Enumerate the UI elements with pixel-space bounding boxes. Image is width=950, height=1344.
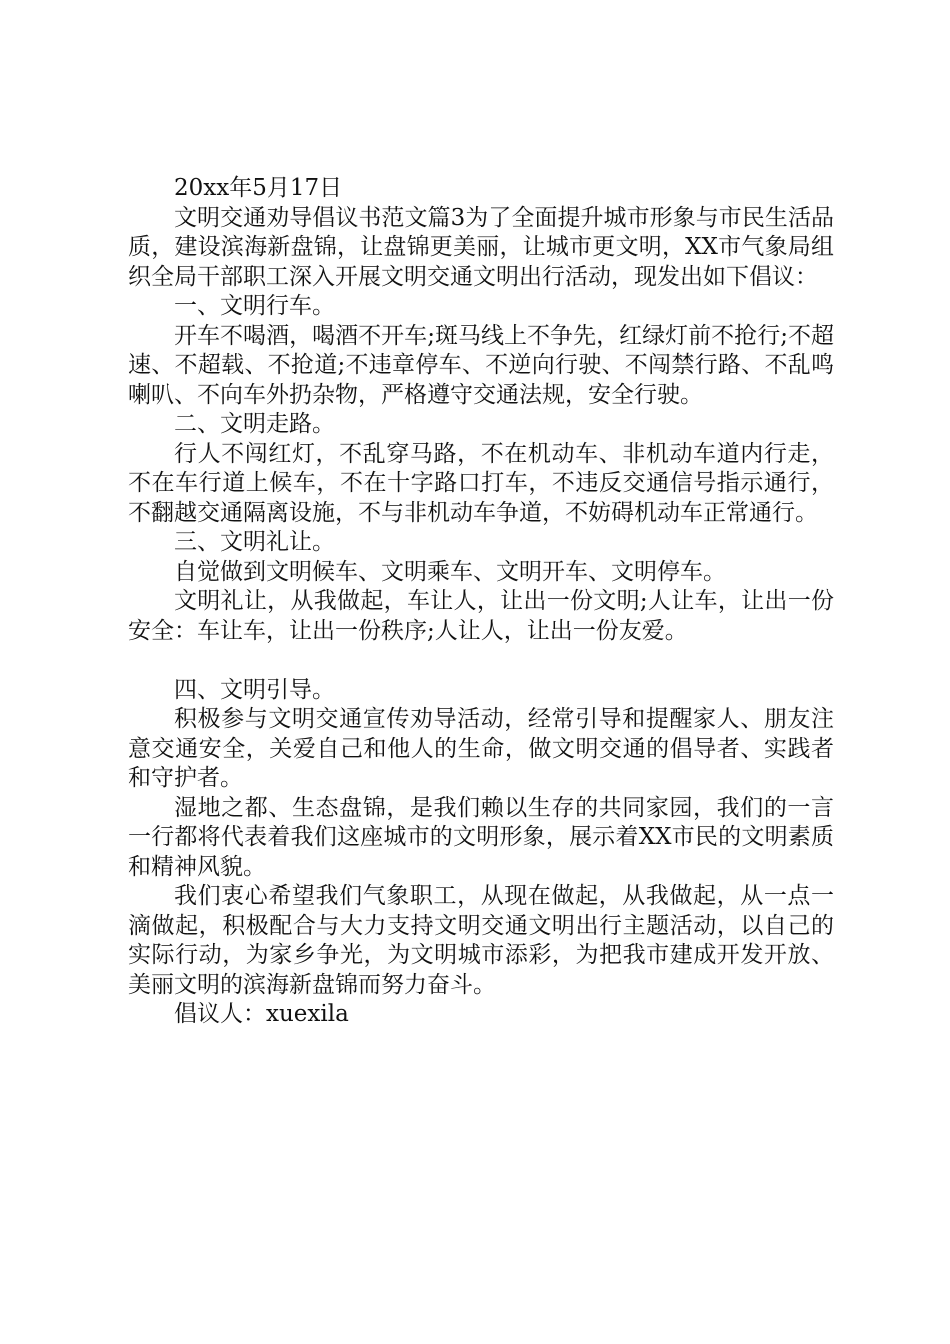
courtesy-paragraph-2: 文明礼让，从我做起，车让人，让出一份文明;人让车，让出一份安全：车让车，让出一份秩序;人让人，让出一份友爱。 [128,588,834,644]
intro-paragraph: 文明交通劝导倡议书范文篇3为了全面提升城市形象与市民生活品质，建设滨海新盘锦，让盘锦更美丽，让城市更文明，XX市气象局组织全局干部职工深入开展文明交通文明出行活动，现发出如下倡议： [128,204,834,290]
courtesy-paragraph-1: 自觉做到文明候车、文明乘车、文明开车、文明停车。 [174,558,726,585]
date-line: 20xx年5月17日 [174,175,343,201]
walking-paragraph: 行人不闯红灯，不乱穿马路，不在机动车、非机动车道内行走，不在车行道上候车，不在十字路口打车，不违反交通信号指示通行，不翻越交通隔离设施，不与非机动车争道，不妨碍机动车正常通行。 [128,440,834,526]
driving-paragraph: 开车不喝酒，喝酒不开车;斑马线上不争先，红绿灯前不抢行;不超速、不超载、不抢道;不违章停车、不逆向行驶、不闯禁行路、不乱鸣喇叭、不向车外扔杂物，严格遵守交通法规，安全行驶。 [128,322,834,408]
section-heading-courtesy: 三、文明礼让。 [174,529,335,555]
guidance-paragraph: 积极参与文明交通宣传劝导活动，经常引导和提醒家人、朋友注意交通安全，关爱自己和他人的生命，做文明交通的倡导者、实践者和守护者。 [128,706,834,791]
section-heading-driving: 一、文明行车。 [174,293,335,319]
blank-line [128,646,834,676]
appeal-paragraph: 我们衷心希望我们气象职工，从现在做起，从我做起，从一点一滴做起，积极配合与大力支持文明交通文明出行主题活动，以自己的实际行动，为家乡争光，为文明城市添彩，为把我市建成开发开放、美丽文明的滨海新盘锦而努力奋斗。 [128,883,834,998]
document-body [128,174,834,1030]
section-heading-guidance: 四、文明引导。 [174,676,335,703]
homeland-paragraph: 湿地之都、生态盘锦，是我们赖以生存的共同家园，我们的一言一行都将代表着我们这座城市的文明形象，展示着XX市民的文明素质和精神风貌。 [128,794,834,880]
section-heading-walking: 二、文明走路。 [174,411,335,437]
signature-line: 倡议人：xuexila [174,1001,349,1027]
